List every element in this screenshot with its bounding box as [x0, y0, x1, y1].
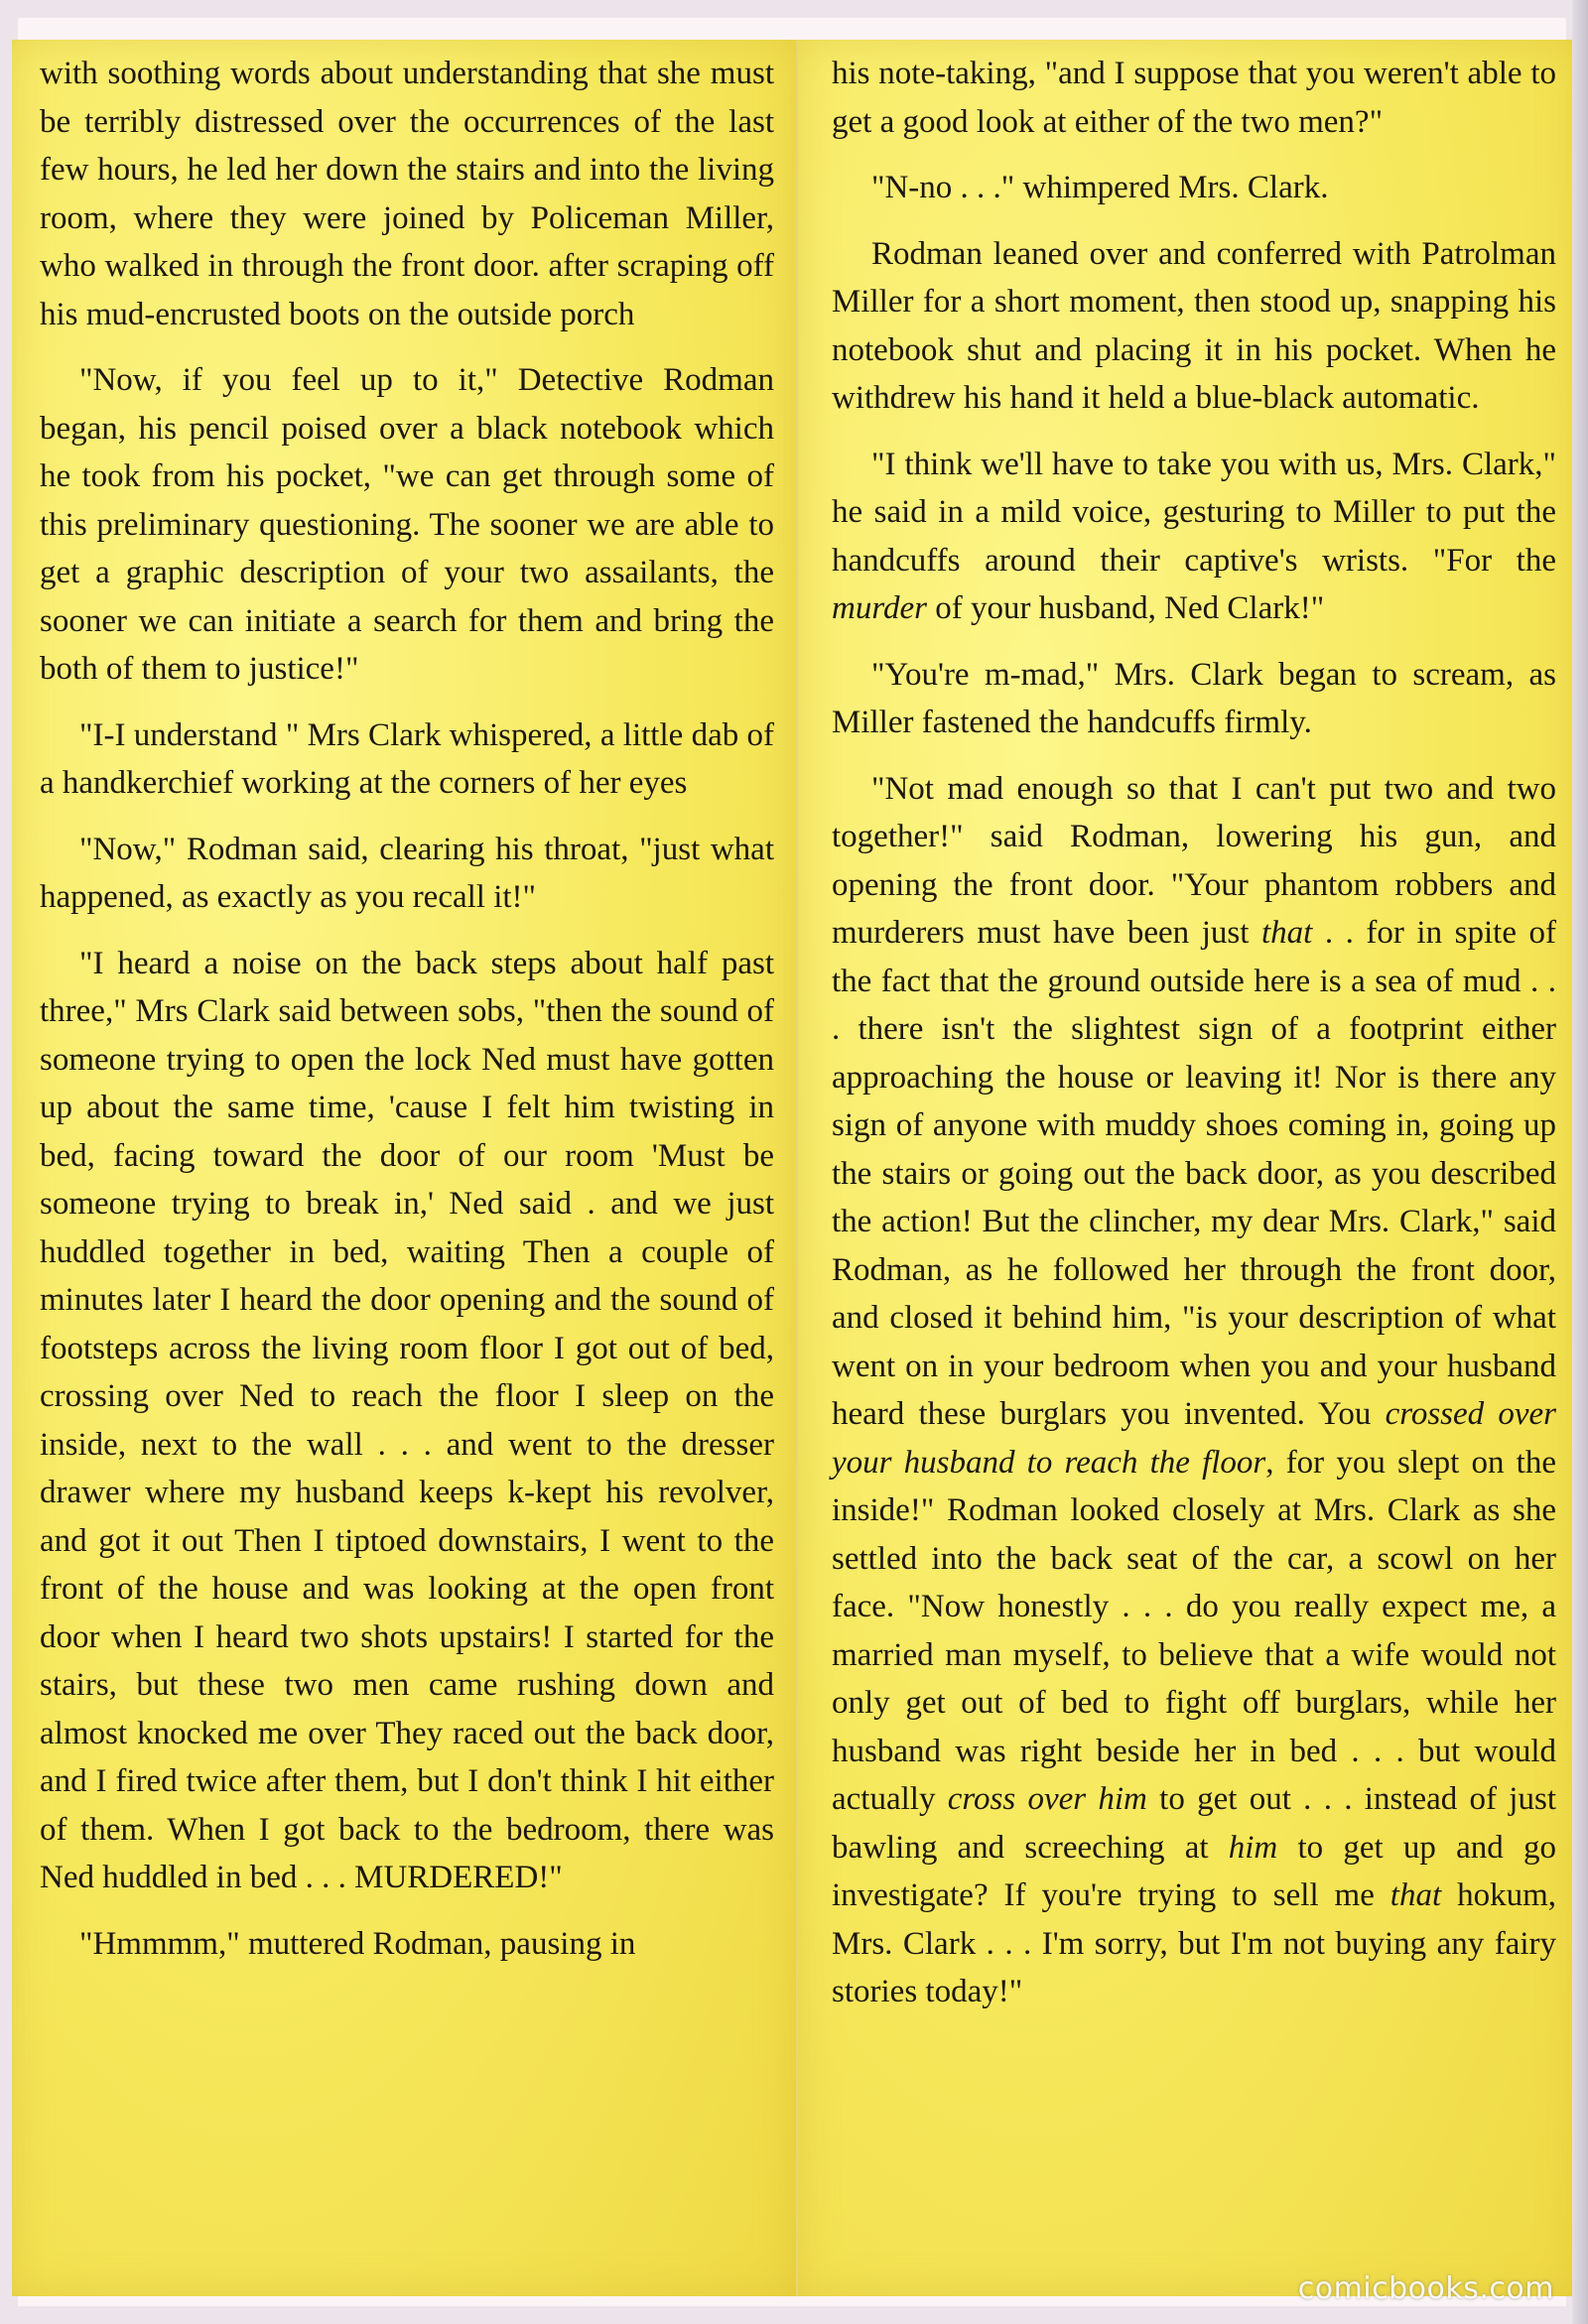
paragraph: "I heard a noise on the back steps about half past three," Mrs Clark said between sobs, "then the sound of someone trying to open the lock Ned must have gotten up about the same time, 'cause I felt him twisting in bed, facing toward the door of our room 'Must be someone trying to break in,' Ned said . and we just huddled together in bed, waiting Then a couple of minutes later I heard the door opening and the sound of footsteps across the living room floor I got out of bed, crossing over Ned to reach the floor I sleep on the inside, next to the wall . . . and went to the dresser drawer where my husband keeps k-kept his revolver, and got it out Then I tiptoed downstairs, I went to the front of the house and was looking at the open front door when I heard two shots upstairs! I started for the stairs, but these two men came rushing down and almost knocked me over They raced out the back door, and I fired twice after them, but I don't think I hit either of them. When I got back to the bedroom, there was Ned huddled in bed . . . MURDERED!" [40, 945, 774, 1895]
paragraph: "Now," Rodman said, clearing his throat, "just what happened, as exactly as you recall it!" [40, 831, 774, 915]
emphasis: that [1260, 915, 1313, 951]
text-run: "I think we'll have to take you with us, Mrs. Clark," he said in a mild voice, gesturing to Miller to put the handcuffs around their captive's wrists. "For the [832, 446, 1556, 579]
text-run: to get up and go investigate? If you're trying to sell me [832, 1829, 1556, 1913]
text-run: of your husband, Ned Clark!" [926, 590, 1325, 626]
paragraph: "Now, if you feel up to it," Detective Rodman began, his pencil poised over a black notebook which he took from his pocket, "we can get through some of this preliminary questioning. The sooner we are able to get a graphic description of your two assailants, the sooner we can initiate a search for them and bring the both of them to justice!" [40, 362, 774, 687]
paragraph: with soothing words about understanding that she must be terribly distressed over the occurrences of the last few hours, he led her down the stairs and into the living room, where they were joined by Policeman Miller, who walked in through the front door. after scraping off his mud-encrusted boots on the outside porch [40, 56, 774, 332]
paragraph [832, 441, 1556, 633]
emphasis: him [1228, 1829, 1278, 1866]
text-run: "Not mad enough so that I can't put two and two together!" said Rodman, lowering his gun, and opening the front door. "Your phantom robbers and murderers must have been just [832, 770, 1556, 951]
emphasis: cross over him [947, 1781, 1147, 1817]
right-text-column [832, 50, 1556, 2034]
emphasis: that [1390, 1877, 1442, 1913]
text-run: , for you slept on the inside!" Rodman looked closely at Mrs. Clark as she settled into the back seat of the car, a scowl on her face. "Now honestly . . . do you really expect me, a married man myself, to believe that a wife would not only get out of bed to fight off burglars, while her husband was right beside her in bed . . . but would actually [832, 1444, 1556, 1817]
emphasis: crossed over your husband to reach the floor [832, 1396, 1557, 1481]
page-edge [1572, 0, 1588, 2324]
watermark: comicbooks.com [1297, 2271, 1554, 2306]
emphasis: murder [832, 590, 927, 626]
text-run: . . for in spite of the fact that the ground outside here is a sea of mud . . . there isn't the slightest sign of a footprint either approaching the house or leaving it! Nor is there any sign of anyone with muddy shoes coming in, going up the stairs or going out the back door, as you described the action! But the clincher, my dear Mrs. Clark," said Rodman, as he followed her through the front door, and closed it behind him, "is your description of what went on in your bedroom when you and your husband heard these burglars you invented. You [832, 915, 1556, 1432]
left-text-column [40, 50, 774, 1986]
paragraph: Rodman leaned over and conferred with Patrolman Miller for a short moment, then stood up, snapping his notebook shut and placing it in his pocket. When he withdrew his hand it held a blue-black automatic. [832, 235, 1556, 416]
text-run: to get out . . . instead of just bawling and screeching at [832, 1781, 1556, 1866]
paragraph: "N-no . . ." whimpered Mrs. Clark. [871, 170, 1329, 205]
paragraph: his note-taking, "and I suppose that you weren't able to get a good look at either of the two men?" [832, 56, 1556, 140]
paragraph: "Hmmmm," muttered Rodman, pausing in [79, 1925, 636, 1962]
text-run: hokum, Mrs. Clark . . . I'm sorry, but I'm not buying any fairy stories today!" [832, 1877, 1556, 2009]
paragraph: "I-I understand " Mrs Clark whispered, a little dab of a handkerchief working at the corners of her eyes [40, 716, 774, 801]
paragraph: "You're m-mad," Mrs. Clark began to scream, as Miller fastened the handcuffs firmly. [832, 656, 1556, 740]
paragraph [832, 765, 1556, 2016]
